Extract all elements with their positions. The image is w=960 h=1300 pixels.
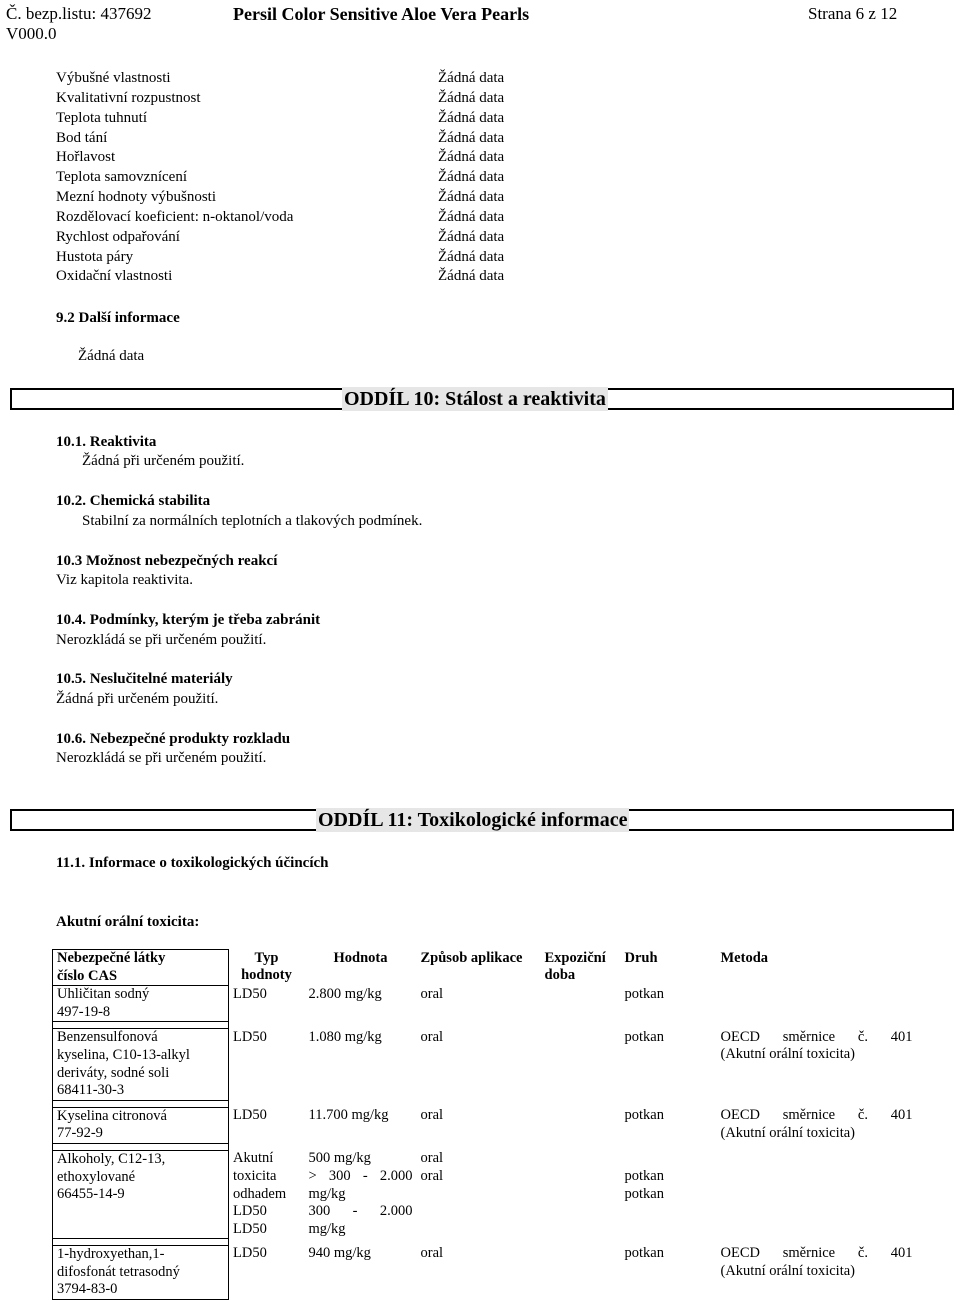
spacer-cell xyxy=(229,1022,305,1029)
spacer-cell xyxy=(229,1238,305,1245)
property-value: Žádná data xyxy=(438,248,505,265)
toxicity-table xyxy=(52,949,917,1300)
cell-value: 1.080 mg/kg xyxy=(308,1028,382,1045)
header-species: Druh xyxy=(624,949,658,966)
subsection-text: Nerozkládá se při určeném použití. xyxy=(56,632,267,648)
cell-type: LD50 xyxy=(233,1028,267,1045)
property-value: Žádná data xyxy=(438,268,505,285)
cell-method: OECD směrnice č. 401 (Akutní orální toxicita) xyxy=(720,1028,913,1063)
spacer-cell xyxy=(305,1238,417,1245)
table-row xyxy=(53,1029,917,1100)
spacer-cell xyxy=(305,1143,417,1150)
header-route: Způsob aplikace xyxy=(420,949,523,966)
cell-route: oral xyxy=(420,985,444,1002)
subsection-heading: 10.3 Možnost nebezpečných reakcí xyxy=(56,553,278,569)
property-label: Teplota tuhnutí xyxy=(56,109,148,126)
spacer-cell xyxy=(541,1022,621,1029)
row-spacer xyxy=(53,1022,917,1029)
spacer-cell xyxy=(541,1238,621,1245)
cell-species: potkan xyxy=(624,1245,664,1262)
property-label: Oxidační vlastnosti xyxy=(56,268,173,285)
section-9-2-title: 9.2 Další informace xyxy=(56,310,180,326)
property-label: Bod tání xyxy=(56,129,108,146)
subsection-text: Žádná při určeném použití. xyxy=(82,453,245,469)
section-10-title: ODDÍL 10: Stálost a reaktivita xyxy=(344,388,606,410)
cell-exposure xyxy=(541,1029,621,1100)
cell-value: 2.800 mg/kg xyxy=(308,985,382,1002)
property-values xyxy=(438,69,504,287)
cell-species: potkan potkan xyxy=(624,1168,664,1202)
row-spacer xyxy=(53,1143,917,1150)
cell-value: 500 mg/kg > 300 - 2.000 mg/kg 300 - 2.000 mg/kg xyxy=(308,1150,413,1237)
cell-method xyxy=(717,986,917,1022)
subsection-text: Žádná při určeném použití. xyxy=(56,691,219,707)
subsection-heading: 10.4. Podmínky, kterým je třeba zabránit xyxy=(56,612,321,628)
cell-substance: Kyselina citronová 77-92-9 xyxy=(53,1107,229,1143)
page-number: Strana 6 z 12 xyxy=(808,4,898,23)
spacer-cell xyxy=(305,1022,417,1029)
cell-exposure xyxy=(541,1107,621,1143)
cell-route: oral xyxy=(420,1107,444,1124)
cell-route: oral xyxy=(420,1245,444,1262)
property-label: Hustota páry xyxy=(56,248,134,265)
header-exposure: Expoziční doba xyxy=(544,949,606,984)
cell-value: 940 mg/kg xyxy=(308,1245,371,1262)
cell-route: oral xyxy=(420,1028,444,1045)
spacer-cell xyxy=(417,1143,541,1150)
property-value: Žádná data xyxy=(438,149,505,166)
spacer-cell xyxy=(717,1022,917,1029)
property-value: Žádná data xyxy=(438,228,505,245)
spacer-cell xyxy=(417,1238,541,1245)
spacer-cell xyxy=(417,1100,541,1107)
property-value: Žádná data xyxy=(438,169,505,186)
property-labels xyxy=(56,69,293,287)
cell-substance: 1-hydroxyethan,1- difosfonát tetrasodný 3794-83-0 xyxy=(53,1245,229,1299)
subsection-heading: 10.6. Nebezpečné produkty rozkladu xyxy=(56,731,291,747)
cell-method xyxy=(717,1150,917,1238)
doc-number: Č. bezp.listu: 437692 xyxy=(6,4,152,23)
spacer-cell xyxy=(621,1238,717,1245)
spacer-cell xyxy=(621,1143,717,1150)
property-label: Rozdělovací koeficient: n-oktanol/voda xyxy=(56,208,294,225)
cell-exposure xyxy=(541,986,621,1022)
cell-substance: Alkoholy, C12-13, ethoxylované 66455-14-9 xyxy=(53,1150,229,1238)
spacer-cell xyxy=(417,1022,541,1029)
header-substance: Nebezpečné látky číslo CAS xyxy=(53,950,229,986)
cell-species: potkan xyxy=(624,1107,664,1124)
cell-route: oral oral xyxy=(420,1150,444,1185)
cell-exposure xyxy=(541,1150,621,1238)
cell-type: LD50 xyxy=(233,985,267,1002)
doc-version: V000.0 xyxy=(6,24,57,43)
property-label: Kvalitativní rozpustnost xyxy=(56,89,201,106)
spacer-cell xyxy=(621,1100,717,1107)
header-value: Hodnota xyxy=(333,949,388,966)
spacer-cell xyxy=(717,1238,917,1245)
property-value: Žádná data xyxy=(438,129,505,146)
subsection-text: Nerozkládá se při určeném použití. xyxy=(56,750,267,766)
table-header-row xyxy=(53,950,917,986)
spacer-cell xyxy=(621,1022,717,1029)
cell-method: OECD směrnice č. 401 (Akutní orální toxicita) xyxy=(720,1107,913,1141)
spacer-cell xyxy=(717,1100,917,1107)
spacer-cell xyxy=(229,1143,305,1150)
spacer-cell xyxy=(717,1143,917,1150)
spacer-cell xyxy=(541,1100,621,1107)
table-row xyxy=(53,1150,917,1238)
cell-substance: Uhličitan sodný 497-19-8 xyxy=(53,986,229,1022)
property-value: Žádná data xyxy=(438,109,505,126)
cell-substance: Benzensulfonová kyselina, C10-13-alkyl deriváty, sodné soli 68411-30-3 xyxy=(53,1029,229,1100)
table-row xyxy=(53,986,917,1022)
property-label: Výbušné vlastnosti xyxy=(56,70,171,86)
property-label: Mezní hodnoty výbušnosti xyxy=(56,189,216,206)
spacer-cell xyxy=(53,1022,229,1029)
product-name: Persil Color Sensitive Aloe Vera Pearls xyxy=(233,4,530,24)
subsection-text: Stabilní za normálních teplotních a tlakových podmínek. xyxy=(82,513,423,529)
cell-species: potkan xyxy=(624,985,664,1002)
property-label: Hořlavost xyxy=(56,149,116,166)
spacer-cell xyxy=(53,1238,229,1245)
table-row xyxy=(53,1107,917,1143)
subsection-heading: 10.1. Reaktivita xyxy=(56,434,157,450)
subsection-heading: 10.2. Chemická stabilita xyxy=(56,493,211,509)
section-11-subtitle: 11.1. Informace o toxikologických účincích xyxy=(56,855,329,871)
acute-oral-title: Akutní orální toxicita: xyxy=(56,914,200,930)
property-label: Rychlost odpařování xyxy=(56,228,180,245)
spacer-cell xyxy=(229,1100,305,1107)
cell-exposure xyxy=(541,1245,621,1299)
section-9-2-text: Žádná data xyxy=(78,348,145,364)
row-spacer xyxy=(53,1100,917,1107)
subsection-heading: 10.5. Neslučitelné materiály xyxy=(56,671,233,687)
property-value: Žádná data xyxy=(438,208,505,225)
cell-type: LD50 xyxy=(233,1107,267,1124)
cell-value: 11.700 mg/kg xyxy=(308,1107,389,1124)
spacer-cell xyxy=(53,1143,229,1150)
spacer-cell xyxy=(305,1100,417,1107)
subsection-text: Viz kapitola reaktivita. xyxy=(56,572,193,588)
cell-type: Akutní toxicita odhadem LD50 LD50 xyxy=(233,1150,287,1237)
cell-type: LD50 xyxy=(233,1245,267,1262)
property-value: Žádná data xyxy=(438,89,505,106)
row-spacer xyxy=(53,1238,917,1245)
header-type: Typ hodnoty xyxy=(241,949,292,984)
table-row xyxy=(53,1245,917,1299)
section-11-title: ODDÍL 11: Toxikologické informace xyxy=(318,809,628,831)
property-value: Žádná data xyxy=(438,70,505,86)
spacer-cell xyxy=(541,1143,621,1150)
cell-method: OECD směrnice č. 401 (Akutní orální toxicita) xyxy=(720,1245,913,1279)
header-method: Metoda xyxy=(720,949,769,966)
cell-species: potkan xyxy=(624,1028,664,1045)
property-label: Teplota samovznícení xyxy=(56,169,187,186)
property-value: Žádná data xyxy=(438,189,505,206)
spacer-cell xyxy=(53,1100,229,1107)
